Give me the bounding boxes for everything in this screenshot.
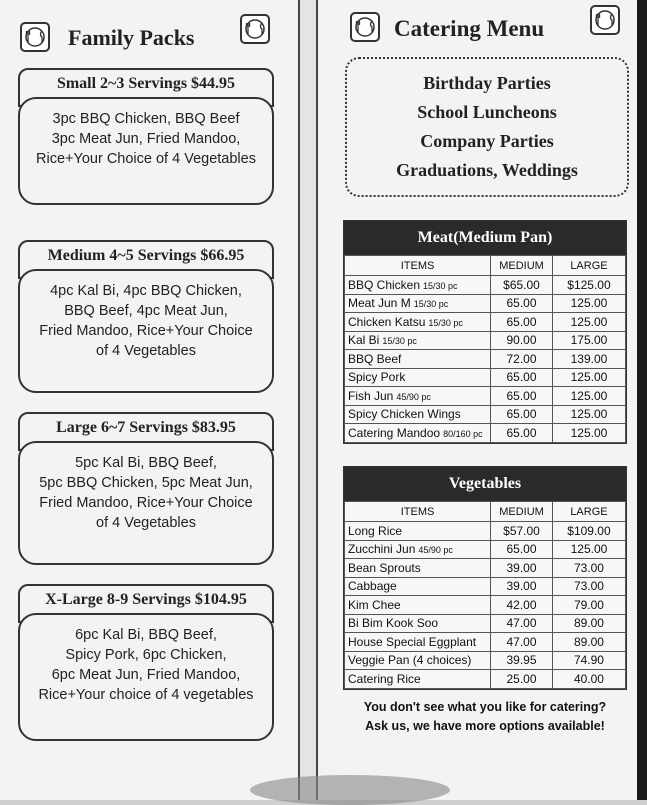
table-row bbox=[345, 559, 626, 578]
pack-x-large bbox=[18, 584, 274, 741]
medium-price: 47.00 bbox=[491, 633, 553, 652]
medium-price: $65.00 bbox=[491, 276, 553, 295]
item-name: House Special Eggplant bbox=[348, 634, 477, 649]
table-row bbox=[345, 651, 626, 670]
item-cell bbox=[345, 670, 491, 689]
item-name: Catering Rice bbox=[348, 671, 421, 686]
item-cell bbox=[345, 350, 491, 369]
medium-price: 39.00 bbox=[491, 577, 553, 596]
table-header-row bbox=[345, 502, 626, 522]
item-portion: 15/30 pc bbox=[413, 299, 449, 310]
table-row bbox=[345, 313, 626, 332]
item-portion: 45/90 pc bbox=[396, 391, 431, 402]
table-row bbox=[345, 614, 626, 633]
column-header: MEDIUM bbox=[491, 256, 553, 276]
pack-heading: Medium 4~5 Servings $66.95 bbox=[18, 240, 274, 279]
large-price: 139.00 bbox=[552, 350, 625, 369]
utensils-icon bbox=[20, 22, 50, 52]
large-price: 175.00 bbox=[552, 331, 625, 350]
table-row bbox=[345, 633, 626, 652]
item-cell bbox=[345, 522, 491, 541]
pack-contents bbox=[18, 269, 274, 393]
large-price: 125.00 bbox=[552, 368, 625, 387]
background-edge bbox=[637, 0, 647, 800]
pack-contents bbox=[18, 613, 274, 741]
table-row bbox=[345, 294, 626, 313]
item-name: BBQ Beef bbox=[348, 351, 402, 366]
large-price: $109.00 bbox=[552, 522, 625, 541]
item-name: Kim Chee bbox=[348, 597, 401, 612]
meat-table-title: Meat(Medium Pan) bbox=[344, 221, 626, 255]
item-name: Bi Bim Kook Soo bbox=[348, 616, 439, 631]
item-portion: 15/30 pc bbox=[423, 280, 458, 291]
fold-gutter bbox=[300, 0, 316, 800]
table-row bbox=[345, 276, 626, 295]
pack-heading: Large 6~7 Servings $83.95 bbox=[18, 412, 274, 451]
large-price: 79.00 bbox=[552, 596, 625, 615]
item-portion: 80/160 pc bbox=[443, 428, 483, 439]
large-price: 73.00 bbox=[552, 559, 625, 578]
utensils-icon bbox=[240, 14, 270, 44]
item-name: BBQ Chicken bbox=[348, 277, 421, 292]
table-row bbox=[345, 577, 626, 596]
item-name: Fish Jun bbox=[348, 388, 394, 403]
pack-line: 6pc Kal Bi, BBQ Beef, bbox=[75, 627, 217, 643]
item-cell bbox=[345, 387, 491, 406]
column-header: LARGE bbox=[552, 502, 625, 522]
item-cell bbox=[345, 559, 491, 578]
occasion-item: Birthday Parties bbox=[423, 73, 551, 93]
occasion-item: Graduations, Weddings bbox=[396, 160, 578, 180]
large-price: 89.00 bbox=[552, 633, 625, 652]
item-name: Long Rice bbox=[348, 523, 403, 538]
item-name: Cabbage bbox=[348, 579, 397, 594]
large-price: 125.00 bbox=[552, 424, 625, 443]
medium-price: 42.00 bbox=[491, 596, 553, 615]
item-cell bbox=[345, 331, 491, 350]
item-cell bbox=[345, 540, 491, 559]
large-price: 125.00 bbox=[552, 294, 625, 313]
item-cell bbox=[345, 368, 491, 387]
medium-price: 65.00 bbox=[491, 405, 553, 424]
item-name: Zucchini Jun bbox=[348, 542, 416, 557]
item-name: Meat Jun M bbox=[348, 296, 411, 311]
table-row bbox=[345, 670, 626, 689]
medium-price: 90.00 bbox=[491, 331, 553, 350]
occasion-item: Company Parties bbox=[420, 131, 554, 151]
medium-price: 65.00 bbox=[491, 313, 553, 332]
pack-contents bbox=[18, 97, 274, 205]
large-price: $125.00 bbox=[552, 276, 625, 295]
table-row bbox=[345, 522, 626, 541]
pack-line: 6pc Meat Jun, Fried Mandoo, bbox=[51, 667, 241, 683]
item-portion: 15/30 pc bbox=[428, 317, 463, 328]
column-header: ITEMS bbox=[345, 256, 491, 276]
meat-table bbox=[343, 220, 627, 444]
item-name: Spicy Pork bbox=[348, 370, 406, 385]
item-cell bbox=[345, 633, 491, 652]
item-name: Bean Sprouts bbox=[348, 560, 421, 575]
large-price: 125.00 bbox=[552, 387, 625, 406]
item-cell bbox=[345, 405, 491, 424]
large-price: 125.00 bbox=[552, 313, 625, 332]
large-price: 73.00 bbox=[552, 577, 625, 596]
medium-price: 25.00 bbox=[491, 670, 553, 689]
item-cell bbox=[345, 313, 491, 332]
pack-line: 3pc Meat Jun, Fried Mandoo, bbox=[51, 131, 241, 147]
medium-price: $57.00 bbox=[491, 522, 553, 541]
pack-medium bbox=[18, 240, 274, 393]
pack-line: 5pc BBQ Chicken, 5pc Meat Jun, bbox=[39, 475, 253, 491]
pack-heading: X-Large 8-9 Servings $104.95 bbox=[18, 584, 274, 623]
item-name: Kal Bi bbox=[348, 333, 380, 348]
large-price: 40.00 bbox=[552, 670, 625, 689]
note-line: You don't see what you like for catering? bbox=[363, 700, 607, 714]
occasions-box bbox=[345, 57, 629, 197]
medium-price: 47.00 bbox=[491, 614, 553, 633]
item-name: Catering Mandoo bbox=[348, 425, 441, 440]
item-name: Veggie Pan (4 choices) bbox=[348, 653, 472, 668]
pack-heading: Small 2~3 Servings $44.95 bbox=[18, 68, 274, 107]
pack-line: BBQ Beef, 4pc Meat Jun, bbox=[64, 303, 228, 319]
item-name: Chicken Katsu bbox=[348, 314, 426, 329]
large-price: 74.90 bbox=[552, 651, 625, 670]
vegetables-table-title: Vegetables bbox=[344, 467, 626, 501]
item-portion: 45/90 pc bbox=[418, 545, 453, 556]
pack-line: of 4 Vegetables bbox=[96, 515, 196, 531]
pack-line: 4pc Kal Bi, 4pc BBQ Chicken, bbox=[50, 283, 242, 299]
item-portion: 15/30 pc bbox=[382, 336, 417, 347]
medium-price: 65.00 bbox=[491, 387, 553, 406]
pack-line: Rice+Your Choice of 4 Vegetables bbox=[36, 151, 256, 167]
note-line: Ask us, we have more options available! bbox=[365, 719, 605, 733]
large-price: 125.00 bbox=[552, 405, 625, 424]
item-cell bbox=[345, 424, 491, 443]
medium-price: 65.00 bbox=[491, 424, 553, 443]
column-header: MEDIUM bbox=[491, 502, 553, 522]
medium-price: 72.00 bbox=[491, 350, 553, 369]
pack-line: Rice+Your choice of 4 vegetables bbox=[38, 687, 254, 703]
table-row bbox=[345, 368, 626, 387]
table-row bbox=[345, 350, 626, 369]
item-name: Spicy Chicken Wings bbox=[348, 407, 461, 422]
column-header: LARGE bbox=[552, 256, 625, 276]
table-row bbox=[345, 405, 626, 424]
catering-note bbox=[345, 698, 625, 736]
pack-line: of 4 Vegetables bbox=[96, 343, 196, 359]
medium-price: 65.00 bbox=[491, 540, 553, 559]
medium-price: 65.00 bbox=[491, 368, 553, 387]
utensils-icon bbox=[590, 5, 620, 35]
medium-price: 39.95 bbox=[491, 651, 553, 670]
item-cell bbox=[345, 577, 491, 596]
medium-price: 39.00 bbox=[491, 559, 553, 578]
family-packs-title: Family Packs bbox=[68, 25, 195, 50]
large-price: 89.00 bbox=[552, 614, 625, 633]
item-cell bbox=[345, 276, 491, 295]
large-price: 125.00 bbox=[552, 540, 625, 559]
item-cell bbox=[345, 294, 491, 313]
catering-menu-title: Catering Menu bbox=[394, 16, 545, 41]
pack-large bbox=[18, 412, 274, 565]
pack-line: Spicy Pork, 6pc Chicken, bbox=[65, 647, 227, 663]
pack-line: Fried Mandoo, Rice+Your Choice bbox=[39, 495, 253, 511]
column-header: ITEMS bbox=[345, 502, 491, 522]
table-row bbox=[345, 596, 626, 615]
medium-price: 65.00 bbox=[491, 294, 553, 313]
vegetables-table bbox=[343, 466, 627, 690]
pack-contents bbox=[18, 441, 274, 565]
item-cell bbox=[345, 614, 491, 633]
item-cell bbox=[345, 596, 491, 615]
table-row bbox=[345, 331, 626, 350]
table-header-row bbox=[345, 256, 626, 276]
item-cell bbox=[345, 651, 491, 670]
pack-line: 3pc BBQ Chicken, BBQ Beef bbox=[52, 111, 240, 127]
occasion-item: School Luncheons bbox=[417, 102, 557, 122]
pack-line: 5pc Kal Bi, BBQ Beef, bbox=[75, 455, 217, 471]
table-row bbox=[345, 387, 626, 406]
pack-small bbox=[18, 68, 274, 205]
hand-shadow bbox=[250, 775, 450, 805]
table-row bbox=[345, 540, 626, 559]
table-row bbox=[345, 424, 626, 443]
pack-line: Fried Mandoo, Rice+Your Choice bbox=[39, 323, 253, 339]
utensils-icon bbox=[350, 12, 380, 42]
